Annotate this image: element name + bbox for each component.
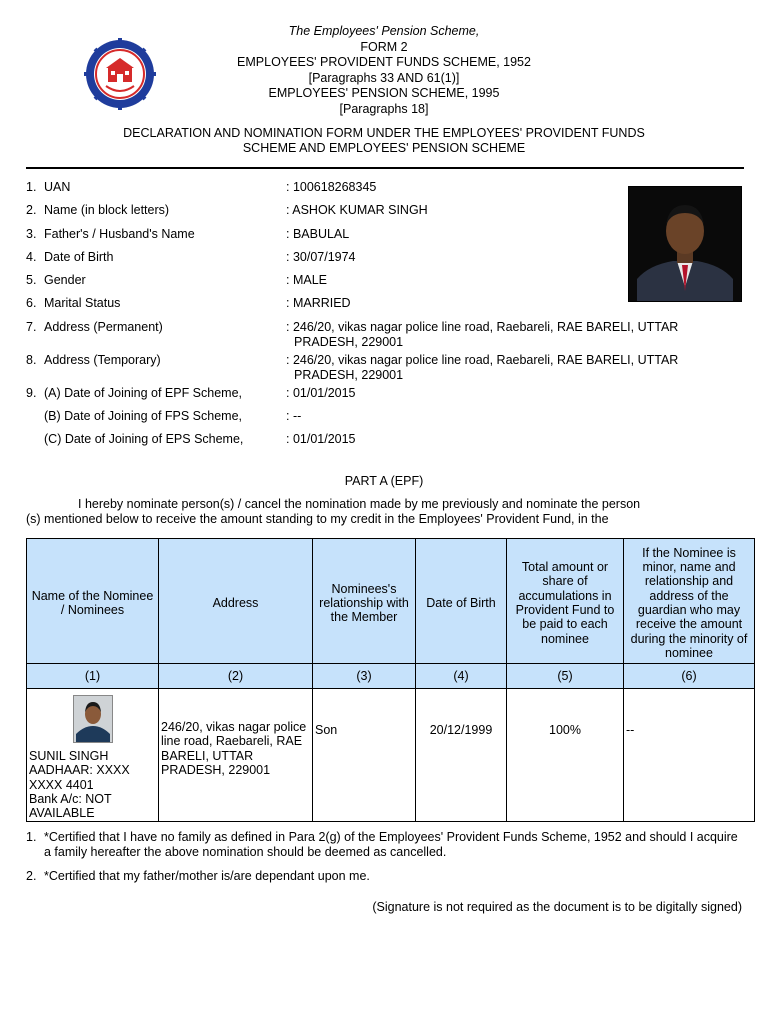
note-number: 2. <box>26 869 37 883</box>
table-row <box>27 689 755 822</box>
nomination-intro <box>26 497 746 527</box>
form-number: FORM 2 <box>360 39 408 54</box>
column-number: (4) <box>416 664 507 689</box>
column-header-dob: Date of Birth <box>416 539 507 664</box>
field-number: 6. <box>26 296 37 310</box>
table-header-row <box>27 539 755 664</box>
eps-paragraphs: [Paragraphs 18] <box>339 101 429 116</box>
scheme-title: The Employees' Pension Scheme, <box>288 24 480 38</box>
nominee-share: 100% <box>549 723 581 737</box>
field-number: 8. <box>26 353 37 367</box>
column-header-share: Total amount or share of accumulations in Provident Fund to be paid to each nominee <box>507 539 624 664</box>
table-number-row <box>27 664 755 689</box>
nominee-dob: 20/12/1999 <box>429 723 493 737</box>
column-number: (1) <box>27 664 159 689</box>
field-label: Date of Birth <box>44 250 114 264</box>
eps-scheme-title: EMPLOYEES' PENSION SCHEME, 1995 <box>268 86 500 100</box>
nominee-aadhaar: AADHAAR: XXXX <box>29 763 130 778</box>
field-value: : MALE <box>286 273 327 287</box>
field-label: Father's / Husband's Name <box>44 227 195 241</box>
field-value: : 01/01/2015 <box>286 432 356 446</box>
header-divider <box>26 167 744 169</box>
signature-note: (Signature is not required as the document is to be digitally signed) <box>372 900 742 914</box>
nominee-bank: Bank A/c: NOT <box>29 791 112 806</box>
field-number: 1. <box>26 180 37 194</box>
field-value: : BABULAL <box>286 227 350 241</box>
epf-paragraphs: [Paragraphs 33 AND 61(1)] <box>308 70 460 85</box>
intro-line-2: (s) mentioned below to receive the amount standing to my credit in the Employees' Provident Fund, in the <box>26 512 609 526</box>
nominee-name: SUNIL SINGH <box>29 749 109 763</box>
field-number: 5. <box>26 273 37 287</box>
field-value: : MARRIED <box>286 296 351 310</box>
column-number: (5) <box>507 664 624 689</box>
column-header-guardian: If the Nominee is minor, name and relationship and address of the guardian who may receive the amount during the minority of nominee <box>624 539 755 664</box>
column-number: (2) <box>159 664 313 689</box>
form-header <box>160 24 608 117</box>
note-item <box>26 830 746 860</box>
field-value: : -- <box>286 409 302 423</box>
field-label: (B) Date of Joining of FPS Scheme, <box>44 409 243 423</box>
nominee-photo-image <box>74 696 112 742</box>
field-label: Address (Permanent) <box>44 320 163 334</box>
field-label: Gender <box>44 273 86 287</box>
nominee-aadhaar-cont: XXXX 4401 <box>29 777 94 792</box>
field-label: UAN <box>44 180 71 194</box>
note-text: *Certified that my father/mother is/are dependant upon me. <box>44 869 370 883</box>
address-line-1: : 246/20, vikas nagar police line road, Raebareli, RAE BARELI, UTTAR <box>286 320 679 334</box>
column-header-name: Name of the Nominee / Nominees <box>27 539 159 664</box>
field-label: (A) Date of Joining of EPF Scheme, <box>44 386 243 400</box>
nominee-dob-cell <box>416 689 507 822</box>
note-text: *Certified that I have no family as defined in Para 2(g) of the Employees' Provident Funds Scheme, 1952 and should I acquire a family hereafter the above nomination should be deemed as cancelled. <box>44 830 738 859</box>
field-value: : 100618268345 <box>286 180 377 194</box>
field-value: : 30/07/1974 <box>286 250 356 264</box>
field-label: Name (in block letters) <box>44 203 170 217</box>
field-value <box>286 353 706 383</box>
field-number: 2. <box>26 203 37 217</box>
address-line-1: : 246/20, vikas nagar police line road, Raebareli, RAE BARELI, UTTAR <box>286 353 679 367</box>
note-item <box>26 869 746 884</box>
field-value <box>286 320 706 350</box>
nominee-bank-cont: AVAILABLE <box>29 806 95 821</box>
field-number: 4. <box>26 250 37 264</box>
column-number: (3) <box>313 664 416 689</box>
column-header-relationship: Nominees's relationship with the Member <box>313 539 416 664</box>
field-label: Marital Status <box>44 296 121 310</box>
field-number: 9. <box>26 386 37 400</box>
field-number: 3. <box>26 227 37 241</box>
note-number: 1. <box>26 830 37 844</box>
nominee-name-cell <box>27 689 159 822</box>
field-value: : ASHOK KUMAR SINGH <box>286 203 428 217</box>
field-label: (C) Date of Joining of EPS Scheme, <box>44 432 244 446</box>
address-line-2: PRADESH, 229001 <box>294 335 404 349</box>
nominee-guardian: -- <box>626 723 635 737</box>
declaration-title <box>30 126 738 156</box>
member-photo-image <box>629 187 741 301</box>
nominee-photo <box>73 695 113 743</box>
nominee-relationship-cell <box>313 689 416 822</box>
field-label: Address (Temporary) <box>44 353 161 367</box>
field-number: 7. <box>26 320 37 334</box>
field-value: : 01/01/2015 <box>286 386 356 400</box>
part-a-title: PART A (EPF) <box>344 474 424 488</box>
declaration-title-line-2: SCHEME AND EMPLOYEES' PENSION SCHEME <box>242 141 526 155</box>
nominee-address: 246/20, vikas nagar police line road, Raebareli, RAE BARELI, UTTAR PRADESH, 229001 <box>161 720 307 777</box>
nominee-guardian-cell <box>624 689 755 822</box>
nominee-relationship: Son <box>315 723 338 737</box>
epf-scheme-title: EMPLOYEES' PROVIDENT FUNDS SCHEME, 1952 <box>237 55 531 69</box>
nominee-address-cell <box>159 689 313 822</box>
address-line-2: PRADESH, 229001 <box>294 368 404 382</box>
epfo-logo <box>78 38 162 110</box>
declaration-title-line-1: DECLARATION AND NOMINATION FORM UNDER THE EMPLOYEES' PROVIDENT FUNDS <box>123 126 645 140</box>
member-photo <box>628 186 742 302</box>
intro-line-1: I hereby nominate person(s) / cancel the nomination made by me previously and nominate the person <box>78 497 641 511</box>
column-number: (6) <box>624 664 755 689</box>
nominee-share-cell <box>507 689 624 822</box>
column-header-address: Address <box>159 539 313 664</box>
nominee-table <box>26 538 755 822</box>
certification-notes <box>26 830 746 893</box>
